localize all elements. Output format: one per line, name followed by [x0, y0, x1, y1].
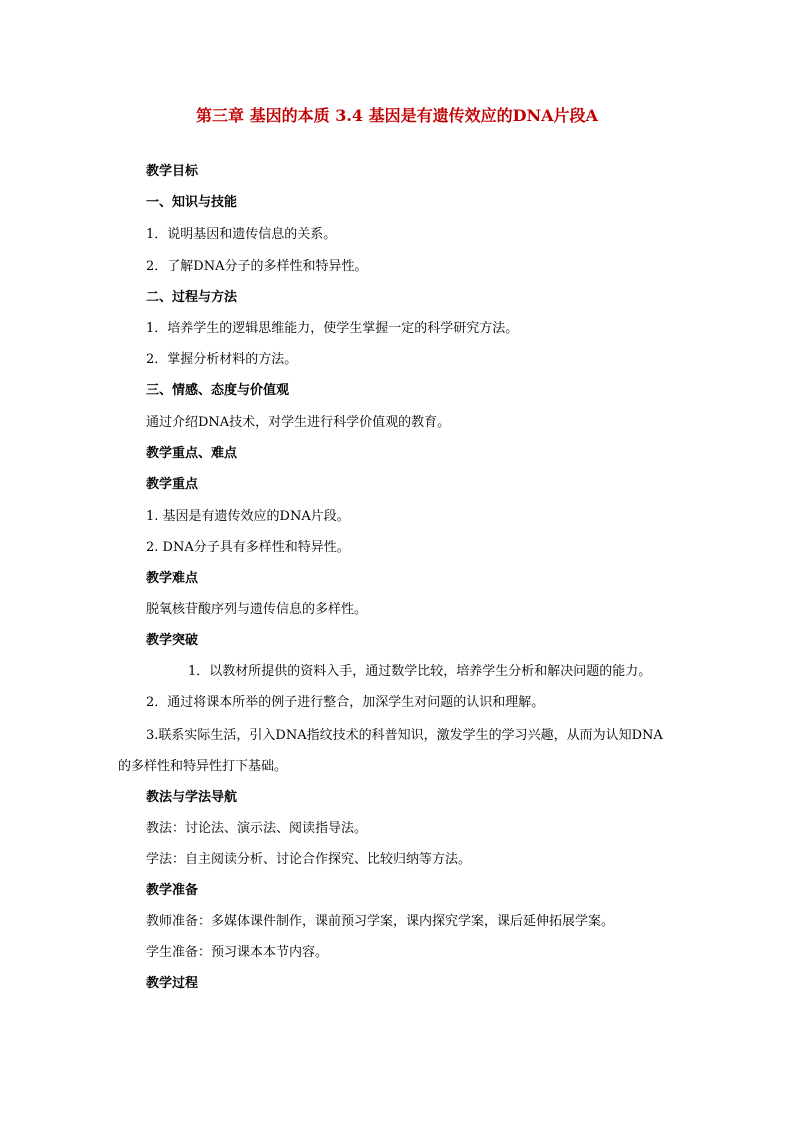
paragraph-line: 2. DNA分子具有多样性和特异性。 [146, 540, 350, 555]
heading-knowledge-skills: 一、知识与技能 [146, 195, 238, 210]
document-title: 第三章 基因的本质 3.4 基因是有遗传效应的DNA片段A [196, 106, 598, 125]
paragraph-line: 学法：自主阅读分析、讨论合作探究、比较归纳等方法。 [146, 852, 472, 867]
heading-emotion-values: 三、情感、态度与价值观 [146, 383, 290, 398]
paragraph-line-continued: 的多样性和特异性打下基础。 [118, 759, 288, 774]
heading-difficult-points: 教学难点 [146, 571, 199, 586]
heading-methods-guide: 教法与学法导航 [146, 790, 238, 805]
heading-teaching-breakthrough: 教学突破 [146, 633, 199, 648]
paragraph-line: 教师准备：多媒体课件制作，课前预习学案，课内探究学案，课后延伸拓展学案。 [146, 914, 615, 929]
paragraph-line: 2．掌握分析材料的方法。 [146, 352, 298, 367]
heading-teaching-goals: 教学目标 [146, 164, 199, 179]
paragraph-line: 通过介绍DNA技术，对学生进行科学价值观的教育。 [146, 415, 451, 430]
paragraph-line: 学生准备：预习课本本节内容。 [146, 945, 329, 960]
heading-key-difficult-points: 教学重点、难点 [146, 446, 238, 461]
paragraph-line: 教法：讨论法、演示法、阅读指导法。 [146, 821, 368, 836]
paragraph-line: 1．以教材所提供的资料入手，通过数学比较，培养学生分析和解决问题的能力。 [188, 664, 652, 679]
heading-process-methods: 二、过程与方法 [146, 290, 238, 305]
paragraph-line: 脱氧核苷酸序列与遗传信息的多样性。 [146, 602, 368, 617]
paragraph-line: 1．培养学生的逻辑思维能力，使学生掌握一定的科学研究方法。 [146, 321, 519, 336]
heading-preparation: 教学准备 [146, 883, 199, 898]
heading-teaching-process: 教学过程 [146, 976, 199, 991]
paragraph-line: 2．了解DNA分子的多样性和特异性。 [146, 259, 368, 274]
paragraph-line: 2．通过将课本所举的例子进行整合，加深学生对问题的认识和理解。 [146, 695, 545, 710]
paragraph-line: 1. 基因是有遗传效应的DNA片段。 [146, 509, 350, 524]
paragraph-line: 3.联系实际生活，引入DNA指纹技术的科普知识，激发学生的学习兴趣，从而为认知DNA [146, 728, 663, 743]
paragraph-line: 1．说明基因和遗传信息的关系。 [146, 227, 337, 242]
heading-key-points: 教学重点 [146, 477, 199, 492]
